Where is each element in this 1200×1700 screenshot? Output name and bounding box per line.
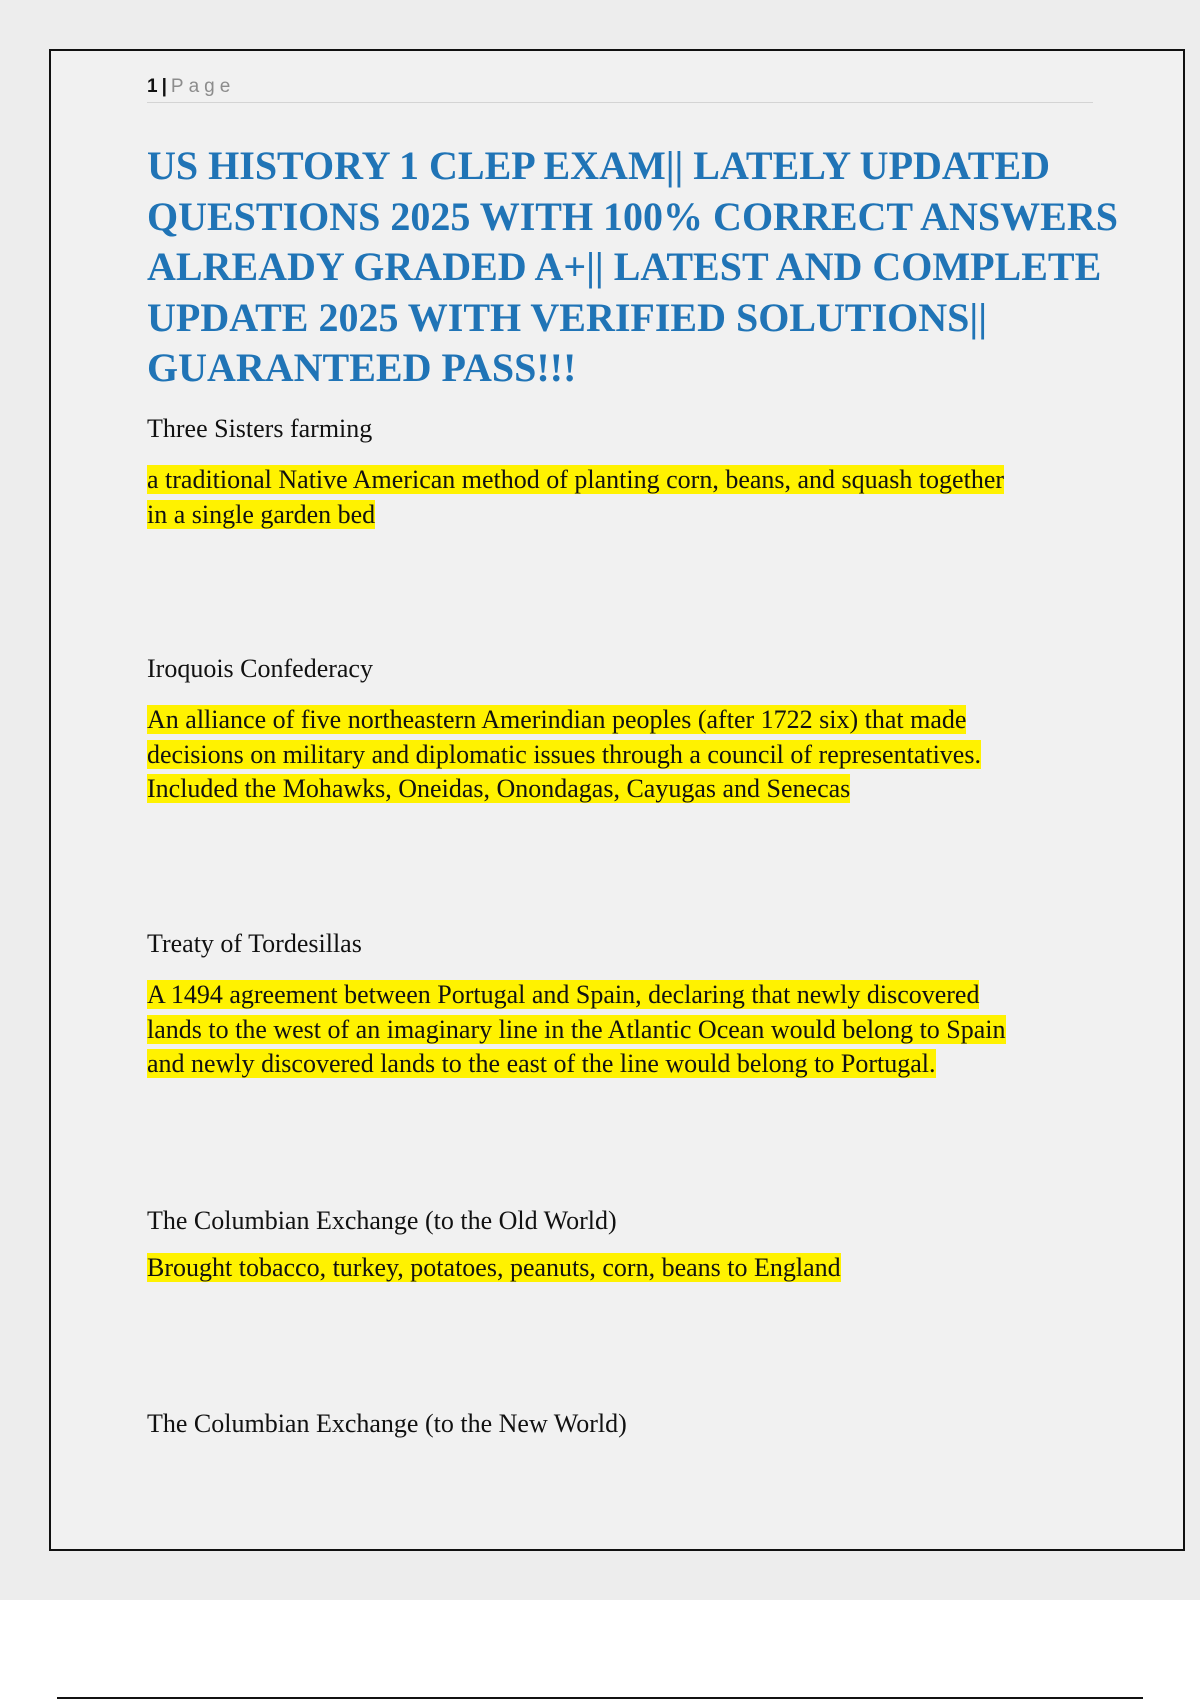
entry-columbian-exchange-new-world xyxy=(147,1407,1147,1441)
page-number: 1 xyxy=(147,76,158,97)
entry-term: Three Sisters farming xyxy=(147,414,373,443)
entry-term: The Columbian Exchange (to the Old World) xyxy=(147,1206,617,1235)
entry-term: Treaty of Tordesillas xyxy=(147,929,362,958)
entry-columbian-exchange-old-world xyxy=(147,1204,1147,1286)
entry-term: The Columbian Exchange (to the New World) xyxy=(147,1409,627,1438)
entry-iroquois-confederacy xyxy=(147,652,1147,807)
definition-line: Included the Mohawks, Oneidas, Onondagas, Cayugas and Senecas xyxy=(147,774,851,803)
document-title: US HISTORY 1 CLEP EXAM|| LATELY UPDATED QUESTIONS 2025 WITH 100% CORRECT ANSWERS ALREADY GRADED A+|| LATEST AND COMPLETE UPDATE 2025 WITH VERIFIED SOLUTIONS|| GUARANTEED PASS!!! xyxy=(147,143,1118,390)
entry-definition xyxy=(147,978,1147,1082)
next-page-area xyxy=(0,1600,1200,1700)
entry-term: Iroquois Confederacy xyxy=(147,654,373,683)
definition-line: a traditional Native American method of planting corn, beans, and squash together xyxy=(147,465,1005,494)
entry-treaty-of-tordesillas xyxy=(147,927,1147,1082)
entry-definition xyxy=(147,463,1147,532)
next-page-border xyxy=(57,1697,1143,1699)
page-label: Page xyxy=(170,76,236,97)
definition-line: in a single garden bed xyxy=(147,499,376,529)
page-header xyxy=(147,73,1093,103)
definition-line: lands to the west of an imaginary line in the Atlantic Ocean would belong to Spain xyxy=(147,1014,1006,1044)
entry-definition xyxy=(147,703,1147,807)
document-page xyxy=(49,49,1185,1551)
definition-line: Brought tobacco, turkey, potatoes, peanuts, corn, beans to England xyxy=(147,1253,841,1282)
entry-definition xyxy=(147,1251,1147,1286)
definition-line: An alliance of five northeastern Amerindian peoples (after 1722 six) that made xyxy=(147,705,967,734)
definition-line: A 1494 agreement between Portugal and Spain, declaring that newly discovered xyxy=(147,980,980,1009)
entry-three-sisters xyxy=(147,412,1147,532)
page-separator: | xyxy=(161,76,167,97)
definition-line: decisions on military and diplomatic issues through a council of representatives. xyxy=(147,739,981,769)
definition-line: and newly discovered lands to the east of the line would belong to Portugal. xyxy=(147,1049,936,1078)
